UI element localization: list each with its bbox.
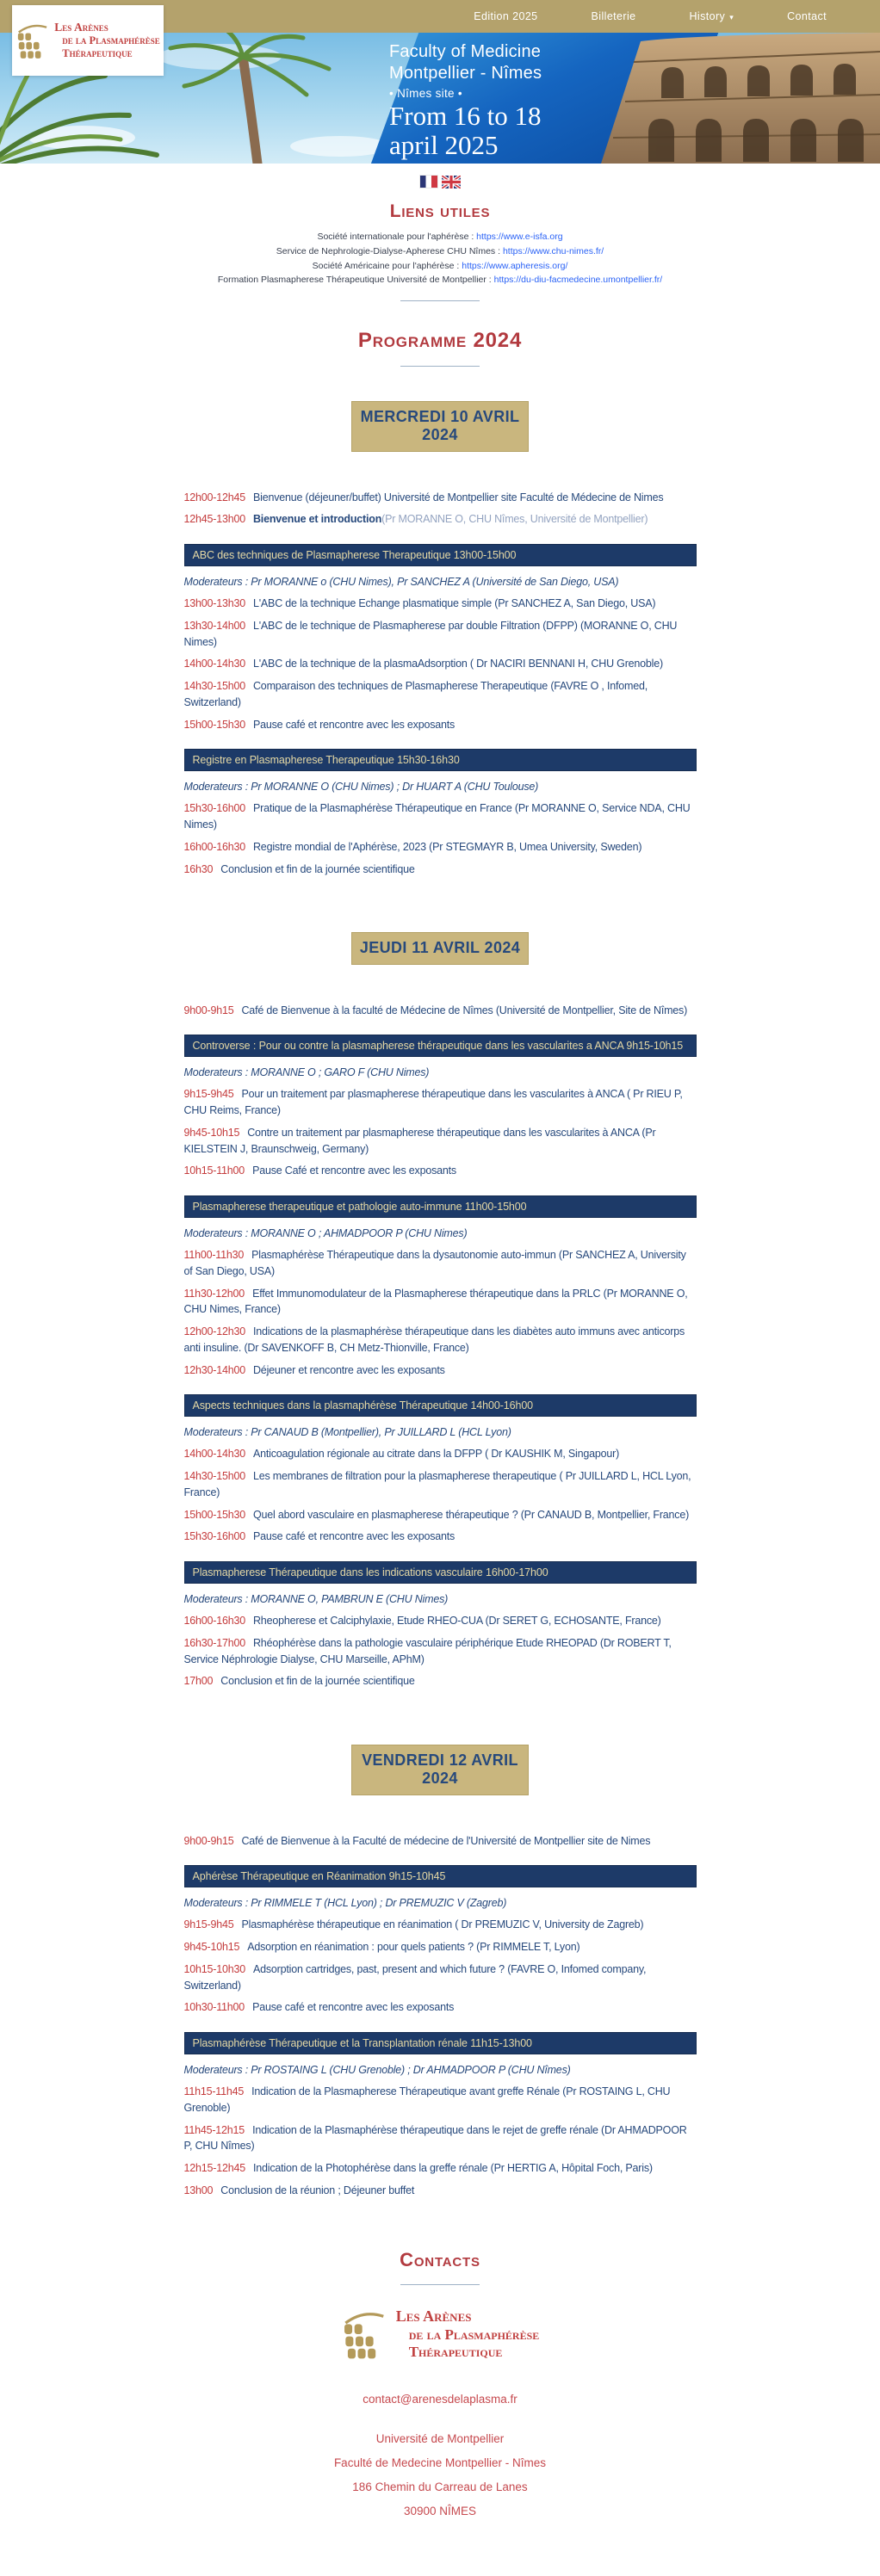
schedule-entry (184, 656, 697, 672)
entry-text: Pause café et rencontre avec les exposants (252, 718, 455, 731)
schedule-entry (184, 1939, 697, 1955)
schedule-entry (184, 1003, 697, 1019)
entry-text: Plasmaphérèse Thérapeutique dans la dysautonomie auto-immun (Pr SANCHEZ A, University of San Diego, USA) (183, 1249, 686, 1277)
address-line: 186 Chemin du Carreau de Lanes (352, 2480, 528, 2494)
entry-time: 15h00-15h30 (183, 718, 245, 731)
header-logo[interactable] (12, 5, 164, 76)
arena-logo-icon (15, 20, 48, 61)
session-banner: Plasmapherese therapeutique et pathologie auto-immune 11h00-15h00 (184, 1195, 697, 1218)
language-flags (184, 175, 697, 188)
schedule-entry (184, 1286, 697, 1319)
entry-time: 9h15-9h45 (183, 1918, 234, 1931)
schedule-entry (184, 839, 697, 856)
chevron-down-icon: ▾ (729, 12, 734, 22)
contacts-heading: Contacts (400, 2248, 480, 2270)
entry-text: Les membranes de filtration pour la plasmapherese therapeutique ( Pr JUILLARD L, HCL Lyon, France) (183, 1470, 691, 1498)
main-content (184, 0, 697, 2576)
nav-item-label: Billeterie (591, 10, 636, 22)
contact-address (184, 2432, 697, 2517)
entry-text: Pause café et rencontre avec les exposants (252, 2001, 455, 2014)
day-title: JEUDI 11 AVRIL 2024 (351, 932, 529, 964)
entry-time: 14h30-15h00 (183, 1470, 245, 1483)
entry-text: Conclusion et fin de la journée scientifique (220, 862, 415, 875)
logo-line-1: Les Arènes (395, 2307, 472, 2325)
entry-time: 13h00-13h30 (183, 597, 245, 610)
link-label: Société internationale pour l'aphérèse : (317, 232, 477, 242)
schedule-entry (184, 1446, 697, 1462)
nav-item-label: Contact (787, 10, 827, 22)
schedule-entry (184, 618, 697, 651)
entry-time: 14h30-15h00 (183, 680, 245, 693)
entry-text: Adsorption en réanimation : pour quels patients ? (Pr RIMMELE T, Lyon) (247, 1941, 580, 1954)
logo-text (396, 2307, 540, 2362)
nav-item-history[interactable] (689, 10, 734, 22)
schedule-entry (184, 1673, 697, 1690)
divider (400, 366, 480, 367)
entry-time: 16h30-17h00 (183, 1636, 245, 1649)
session-moderators: Moderateurs : Pr MORANNE O (CHU Nimes) ; Dr HUART A (CHU Toulouse) (183, 781, 539, 794)
session-moderators: Moderateurs : Pr RIMMELE T (HCL Lyon) ; Dr PREMUZIC V (Zagreb) (183, 1897, 507, 1910)
entry-text: Indication de la Photophérèse dans la greffe rénale (Pr HERTIG A, Hôpital Foch, Paris) (252, 2162, 653, 2175)
useful-link-row (184, 244, 697, 259)
entry-title-bold: Bienvenue et introduction (252, 513, 382, 526)
entry-text-muted: (Pr MORANNE O, CHU Nîmes, Université de Montpellier) (381, 513, 648, 526)
session-banner: Aphérèse Thérapeutique en Réanimation 9h15-10h45 (184, 1865, 697, 1887)
schedule-entry (184, 1635, 697, 1668)
useful-link-row (184, 230, 697, 244)
schedule-entry (184, 2160, 697, 2177)
entry-time: 10h15-10h30 (183, 1962, 245, 1975)
entry-text: Rheopherese et Calciphylaxie, Etude RHEO-CUA (Dr SERET G, ECHOSANTE, France) (252, 1615, 661, 1628)
entry-text: Conclusion de la réunion ; Déjeuner buffet (220, 2184, 415, 2196)
entry-text: Comparaison des techniques de Plasmapherese Therapeutique (FAVRE O , Infomed, Switzerland) (183, 680, 648, 708)
entry-text: Pause Café et rencontre avec les exposants (252, 1164, 456, 1177)
entry-time: 15h00-15h30 (183, 1508, 245, 1521)
footer-logo (184, 2307, 697, 2362)
entry-text: L'ABC de la technique Echange plasmatique simple (Pr SANCHEZ A, San Diego, USA) (252, 597, 656, 610)
entry-time: 12h45-13h00 (183, 513, 245, 526)
schedule-entry (184, 1917, 697, 1933)
logo-line-1: Les Arènes (54, 20, 108, 34)
entry-text: L'ABC de le technique de Plasmapherese par double Filtration (DFPP) (MORANNE O, CHU Nimes) (183, 619, 678, 648)
entry-time: 14h00-14h30 (183, 658, 245, 670)
entry-time: 12h30-14h00 (183, 1363, 245, 1376)
divider (400, 2284, 480, 2285)
schedule-entry (184, 717, 697, 733)
entry-text: Café de Bienvenue à la Faculté de médecine de l'Université de Montpellier site de Nimes (241, 1834, 651, 1847)
entry-text: Pause café et rencontre avec les exposants (252, 1530, 455, 1543)
nav-item-billeterie[interactable] (592, 10, 636, 22)
schedule-entry (184, 1247, 697, 1280)
entry-text: Adsorption cartridges, past, present and which future ? (FAVRE O, Infomed company, Switzerland) (183, 1962, 647, 1992)
entry-time: 10h15-11h00 (183, 1164, 245, 1177)
schedule-entry (184, 511, 697, 528)
entry-time: 12h00-12h30 (183, 1325, 245, 1338)
entry-text: Conclusion et fin de la journée scientifique (220, 1675, 415, 1688)
session-moderators: Moderateurs : Pr MORANNE o (CHU Nimes), Pr SANCHEZ A (Université de San Diego, USA) (183, 576, 619, 589)
entry-text: Quel abord vasculaire en plasmapherese thérapeutique ? (Pr CANAUD B, Montpellier, France) (252, 1508, 690, 1521)
schedule-entry (184, 678, 697, 711)
day-section-mercredi-10-avril-2024 (184, 401, 697, 877)
arena-photo-illustration (601, 33, 880, 164)
schedule-entry (184, 1086, 697, 1119)
uk-flag-icon[interactable] (442, 176, 461, 188)
schedule-entry (184, 1362, 697, 1379)
logo-line-3: Thérapeutique (408, 2344, 503, 2361)
entry-text: Pour un traitement par plasmapherese thérapeutique dans les vascularites à ANCA ( Pr RIEU P, CHU Reims, France) (183, 1088, 683, 1117)
session-moderators: Moderateurs : Pr ROSTAING L (CHU Grenoble) ; Dr AHMADPOOR P (CHU Nîmes) (183, 2064, 571, 2077)
entry-time: 15h30-16h00 (183, 802, 245, 815)
entry-text: Indication de la Plasmaphérèse thérapeutique dans le rejet de greffe rénale (Dr AHMADPOOR P, CHU Nîmes) (183, 2123, 687, 2153)
entry-text: Pratique de la Plasmaphérèse Thérapeutique en France (Pr MORANNE O, Service NDA, CHU Nimes) (183, 802, 691, 831)
session-moderators: Moderateurs : Pr CANAUD B (Montpellier), Pr JUILLARD L (HCL Lyon) (183, 1426, 511, 1439)
entry-text: L'ABC de la technique de la plasmaAdsorption ( Dr NACIRI BENNANI H, CHU Grenoble) (252, 658, 663, 670)
schedule-entry (184, 2084, 697, 2116)
schedule-entry (184, 1613, 697, 1629)
session-banner: ABC des techniques de Plasmapherese Therapeutique 13h00-15h00 (184, 544, 697, 566)
hero-title-line1: Faculty of Medicine (389, 42, 542, 61)
link-label: Service de Nephrologie-Dialyse-Apherese CHU Nîmes : (276, 245, 503, 256)
entry-time: 15h30-16h00 (183, 1530, 245, 1543)
session-banner: Registre en Plasmapherese Therapeutique 15h30-16h30 (184, 749, 697, 771)
address-line: Faculté de Medecine Montpellier - Nîmes (333, 2456, 547, 2470)
session-banner: Plasmaphérèse Thérapeutique et la Transplantation rénale 11h15-13h00 (184, 2032, 697, 2054)
entry-text: Indications de la plasmaphérèse thérapeutique dans les diabètes auto immuns avec anticorps anti insuline. (Dr SAVENKOFF B, CH Metz-Thionville, France) (183, 1325, 685, 1354)
useful-link-row (184, 273, 697, 287)
entry-time: 10h30-11h00 (183, 2001, 245, 2014)
schedule-entry (184, 2122, 697, 2155)
external-link[interactable]: https://www.e-isfa.org (476, 232, 563, 242)
hero-date-line2: april 2025 (389, 130, 499, 161)
entry-time: 17h00 (183, 1675, 214, 1688)
entry-time: 11h15-11h45 (183, 2085, 245, 2098)
programme-heading: Programme 2024 (357, 329, 523, 353)
external-link[interactable]: https://du-diu-facmedecine.umontpellier.fr/ (493, 275, 663, 286)
entry-time: 16h00-16h30 (183, 1615, 245, 1628)
nav-item-label: Edition 2025 (474, 10, 538, 22)
logo-text (54, 21, 159, 61)
divider (400, 300, 480, 301)
schedule-entry (184, 490, 697, 506)
nav-item-label: History (689, 10, 726, 22)
entry-text: Contre un traitement par plasmapherese thérapeutique dans les vascularites à ANCA (Pr KIELSTEIN J, Braunschweig, Germany) (183, 1126, 656, 1155)
entry-time: 11h45-12h15 (183, 2123, 245, 2136)
entry-text: Café de Bienvenue à la faculté de Médecine de Nîmes (Université de Montpellier, Site de Nîmes) (241, 1004, 688, 1016)
entry-time: 13h00 (183, 2184, 214, 2196)
hero-subtitle: • Nîmes site • (389, 86, 462, 100)
useful-link-row (184, 259, 697, 274)
entry-time: 16h30 (183, 862, 214, 875)
session-banner: Aspects techniques dans la plasmaphérèse Thérapeutique 14h00-16h00 (184, 1394, 697, 1417)
entry-text: Effet Immunomodulateur de la Plasmapherese thérapeutique dans la PRLC (Pr MORANNE O, CHU Nimes, France) (183, 1287, 688, 1316)
address-line: 30900 NÎMES (403, 2505, 477, 2518)
entry-time: 9h15-9h45 (183, 1088, 234, 1101)
session-moderators: Moderateurs : MORANNE O ; GARO F (CHU Nimes) (183, 1066, 430, 1079)
entry-text: Indication de la Plasmapherese Thérapeutique avant greffe Rénale (Pr ROSTAING L, CHU Grenoble) (183, 2085, 671, 2114)
useful-links (184, 230, 697, 287)
link-label: Société Américaine pour l'aphérèse : (312, 260, 462, 271)
entry-time: 9h45-10h15 (183, 1941, 240, 1954)
schedule-entry (184, 1833, 697, 1850)
schedule-entry (184, 1125, 697, 1158)
logo-line-2: de la Plasmaphérèse (62, 34, 160, 46)
schedule-entry (184, 1324, 697, 1356)
schedule-entry (184, 1961, 697, 1994)
contact-email-link[interactable]: contact@arenesdelaplasma.fr (363, 2393, 517, 2406)
entry-text: Anticoagulation régionale au citrate dans la DFPP ( Dr KAUSHIK M, Singapour) (252, 1448, 620, 1461)
external-link[interactable]: https://www.apheresis.org/ (462, 260, 568, 271)
entry-time: 9h45-10h15 (183, 1126, 240, 1139)
logo-line-2: de la Plasmaphérèse (408, 2326, 540, 2343)
session-banner: Plasmapherese Thérapeutique dans les indications vasculaire 16h00-17h00 (184, 1561, 697, 1584)
day-section-vendredi-12-avril-2024 (184, 1745, 697, 2198)
day-title: VENDREDI 12 AVRIL 2024 (351, 1745, 529, 1795)
schedule-entry (184, 862, 697, 878)
session-moderators: Moderateurs : MORANNE O ; AHMADPOOR P (CHU Nimes) (183, 1227, 468, 1240)
hero-date-line1: From 16 to 18 (389, 100, 542, 131)
programme-days (184, 401, 697, 2198)
nav-item-edition-2025[interactable] (474, 10, 537, 22)
entry-time: 9h00-9h15 (183, 1834, 234, 1847)
entry-text: Rhéophérèse dans la pathologie vasculaire périphérique Etude RHEOPAD (Dr ROBERT T, Service Néphrologie Dialyse, CHU Marseille, APhM) (183, 1636, 672, 1665)
entry-time: 12h00-12h45 (183, 491, 245, 503)
nav-item-contact[interactable] (787, 10, 827, 22)
schedule-entry (184, 1999, 697, 2016)
session-moderators: Moderateurs : MORANNE O, PAMBRUN E (CHU Nimes) (183, 1593, 449, 1606)
session-banner: Controverse : Pour ou contre la plasmapherese thérapeutique dans les vascularites a ANCA 9h15-10h15 (184, 1035, 697, 1057)
schedule-entry (184, 800, 697, 833)
entry-time: 9h00-9h15 (183, 1004, 234, 1016)
french-flag-icon[interactable] (420, 176, 437, 188)
entry-time: 12h15-12h45 (183, 2162, 245, 2175)
entry-text: Plasmaphérèse thérapeutique en réanimation ( Dr PREMUZIC V, University de Zagreb) (241, 1918, 644, 1931)
day-title: MERCREDI 10 AVRIL 2024 (351, 401, 529, 451)
logo-line-3: Thérapeutique (62, 47, 133, 60)
schedule-entry (184, 2183, 697, 2199)
day-section-jeudi-11-avril-2024 (184, 932, 697, 1690)
hero-text (389, 41, 542, 161)
entry-time: 13h30-14h00 (183, 619, 245, 632)
entry-time: 11h00-11h30 (183, 1249, 245, 1262)
entry-text: Bienvenue (déjeuner/buffet) Université de Montpellier site Faculté de Médecine de Nimes (252, 491, 664, 503)
schedule-entry (184, 1468, 697, 1501)
schedule-entry (184, 1507, 697, 1523)
entry-text: Registre mondial de l'Aphérèse, 2023 (Pr STEGMAYR B, Umea University, Sweden) (252, 840, 642, 853)
external-link[interactable]: https://www.chu-nimes.fr/ (502, 245, 604, 256)
entry-time: 11h30-12h00 (183, 1287, 245, 1300)
entry-time: 14h00-14h30 (183, 1448, 245, 1461)
links-heading: Liens utiles (389, 201, 491, 221)
entry-time: 16h00-16h30 (183, 840, 245, 853)
link-label: Formation Plasmapherese Thérapeutique Université de Montpellier : (217, 275, 494, 286)
hero-title-line2: Montpellier - Nîmes (389, 63, 542, 83)
bottom-spacer (184, 2529, 697, 2576)
address-line: Université de Montpellier (375, 2432, 505, 2446)
schedule-entry (184, 596, 697, 612)
arena-logo-icon (341, 2307, 386, 2361)
entry-text: Déjeuner et rencontre avec les exposants (252, 1363, 445, 1376)
schedule-entry (184, 1163, 697, 1179)
schedule-entry (184, 1529, 697, 1545)
